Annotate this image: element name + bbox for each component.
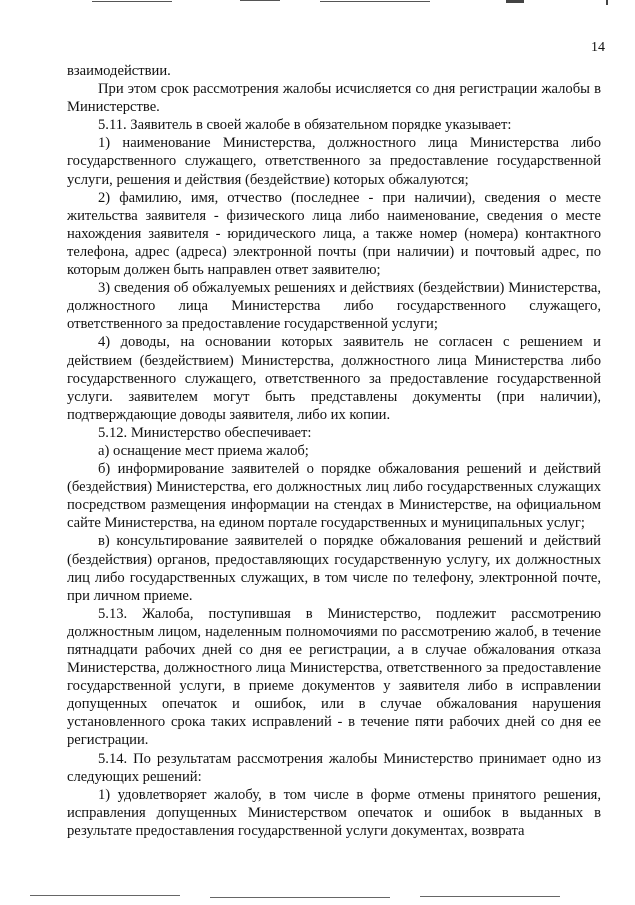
- document-body: [67, 62, 601, 840]
- paragraph-5-14: 5.14. По результатам рассмотрения жалобы Министерство принимает одно из следующих решений:: [67, 750, 601, 785]
- paragraph-term-note: При этом срок рассмотрения жалобы исчисляется со дня регистрации жалобы в Министерстве.: [67, 81, 601, 116]
- paragraph-5-11-item-2: 2) фамилию, имя, отчество (последнее - при наличии), сведения о месте жительства заявителя - физического лица либо наименование, сведения о месте нахождения заявителя - юридического лица, а также номер (номера) контактного телефона, адрес (адреса) электронной почты (при наличии) и почтовый адрес, по которым должен быть направлен ответ заявителю;: [67, 189, 601, 279]
- page-number: 14: [591, 40, 605, 55]
- paragraph-5-12-item-v: в) консультирование заявителей о порядке обжалования решений и действий (бездействия) органов, предоставляющих государственную услугу, их должностных лиц либо государственных служащих, в том числе по телефону, электронной почте, при личном приеме.: [67, 533, 601, 604]
- paragraph-5-12-item-a: а) оснащение мест приема жалоб;: [98, 442, 309, 459]
- paragraph-5-12: 5.12. Министерство обеспечивает:: [98, 424, 312, 441]
- scan-top-edge: [0, 0, 635, 8]
- paragraph-5-11-item-4: 4) доводы, на основании которых заявитель не согласен с решением и действием (бездействием) Министерства, должностного лица Министерства либо государственного служащего, ответственного за предоставление государственной услуги. заявителем могут быть представлены документы (при наличии), подтверждающие доводы заявителя, либо их копии.: [67, 334, 601, 423]
- paragraph-5-14-item-1: 1) удовлетворяет жалобу, в том числе в форме отмены принятого решения, исправления допущенных Министерством опечаток и ошибок в выданных в результате предоставления государственной услуги документах, возврата: [67, 786, 601, 839]
- paragraph-5-11: 5.11. Заявитель в своей жалобе в обязательном порядке указывает:: [98, 117, 512, 134]
- paragraph-5-13: 5.13. Жалоба, поступившая в Министерство, подлежит рассмотрению должностным лицом, наделенным полномочиями по рассмотрению жалоб, в течение пятнадцати рабочих дней со дня ее регистрации, а в случае обжалования отказа Министерства, должностного лица Министерства, ответственного за предоставление государственной услуги, в приеме документов у заявителя либо в исправлении допущенных опечаток и ошибок, или в случае обжалования нарушения установленного срока таких исправлений - в течение пяти рабочих дней со дня ее регистрации.: [67, 605, 601, 749]
- paragraph-5-12-item-b: б) информирование заявителей о порядке обжалования решений и действий (бездействия) Министерства, его должностных лиц либо государственных служащих посредством размещения информации на стендах в Министерстве, на официальном сайте Министерства, на едином портале государственных и муниципальных услуг;: [67, 461, 601, 532]
- scan-bottom-edge: [0, 891, 635, 905]
- paragraph-5-11-item-3: 3) сведения об обжалуемых решениях и действиях (бездействии) Министерства, должностного лица Министерства либо государственного служащего, ответственного за предоставление государственной услуги;: [67, 280, 601, 333]
- paragraph-intro: взаимодействии.: [67, 63, 171, 79]
- paragraph-5-11-item-1: 1) наименование Министерства, должностного лица Министерства либо государственного служащего, ответственного за предоставление государственной услуги, решения и действия (бездействие) которых обжалуются;: [67, 135, 601, 188]
